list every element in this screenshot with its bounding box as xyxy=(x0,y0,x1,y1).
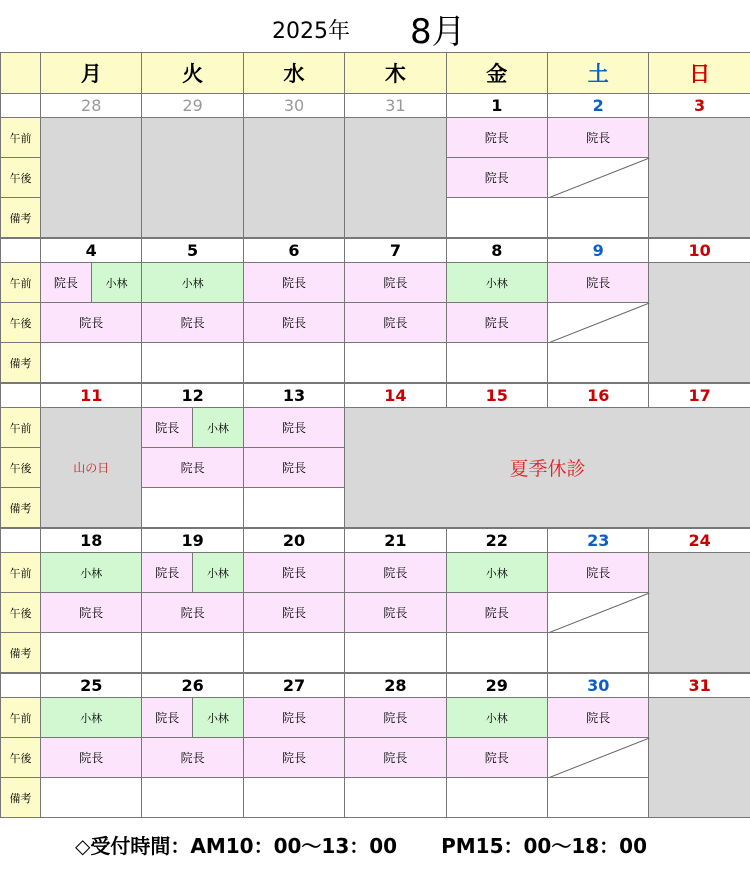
schedule-slot xyxy=(547,697,649,738)
weekday-label: 日 xyxy=(689,62,711,86)
schedule-slot xyxy=(192,407,244,448)
period-label xyxy=(0,592,41,633)
doctor-name: 院長 xyxy=(586,566,611,580)
date-cell xyxy=(40,673,142,698)
date-cell xyxy=(141,238,243,263)
date-number: 21 xyxy=(384,531,407,550)
date-number: 8 xyxy=(491,241,503,260)
remarks-slot xyxy=(344,342,446,383)
period-label-text: 備考 xyxy=(9,211,32,225)
date-number: 1 xyxy=(491,96,503,115)
doctor-name: 小林 xyxy=(485,566,508,580)
doctor-name: 小林 xyxy=(206,421,229,435)
doctor-name: 院長 xyxy=(180,606,205,620)
date-cell xyxy=(547,238,649,263)
doctor-name: 院長 xyxy=(281,751,306,765)
date-number: 3 xyxy=(694,96,706,115)
closed-slot xyxy=(648,697,750,818)
date-cell xyxy=(446,93,548,118)
period-label xyxy=(0,777,41,818)
date-number: 30 xyxy=(587,676,610,695)
date-cell xyxy=(344,528,446,553)
doctor-name: 院長 xyxy=(586,276,611,290)
weekday-header xyxy=(446,52,548,94)
period-label-text: 午後 xyxy=(9,461,32,475)
doctor-name: 院長 xyxy=(484,131,509,145)
date-number: 5 xyxy=(187,241,199,260)
schedule-slot xyxy=(446,697,548,738)
period-label xyxy=(0,447,41,488)
schedule-slot xyxy=(344,697,446,738)
weekday-label: 金 xyxy=(486,62,508,86)
doctor-name: 院長 xyxy=(484,316,509,330)
remarks-slot xyxy=(141,487,243,528)
period-label-text: 備考 xyxy=(9,501,32,515)
doctor-name: 院長 xyxy=(155,711,180,725)
doctor-name: 院長 xyxy=(281,316,306,330)
date-cell xyxy=(40,528,142,553)
weekday-header xyxy=(344,52,446,94)
schedule-slot xyxy=(344,552,446,593)
doctor-name: 院長 xyxy=(383,606,408,620)
weekday-label: 水 xyxy=(283,62,305,86)
period-label-text: 午前 xyxy=(9,276,32,290)
schedule-slot xyxy=(344,592,446,633)
closed-slot xyxy=(648,117,750,238)
period-label xyxy=(0,302,41,343)
weekday-label: 木 xyxy=(384,62,406,86)
unavailable-slot xyxy=(547,157,649,198)
date-row-label xyxy=(0,93,41,118)
diagonal-line xyxy=(548,303,650,344)
schedule-slot xyxy=(40,592,142,633)
period-label xyxy=(0,632,41,673)
date-cell xyxy=(243,383,345,408)
period-label-text: 備考 xyxy=(9,791,32,805)
reception-pm: PM15：00～18：00 xyxy=(441,834,647,858)
date-number: 28 xyxy=(384,676,407,695)
doctor-name: 院長 xyxy=(586,711,611,725)
date-cell xyxy=(243,673,345,698)
date-number: 23 xyxy=(587,531,610,550)
date-cell xyxy=(446,383,548,408)
unavailable-slot xyxy=(547,302,649,343)
remarks-slot xyxy=(344,777,446,818)
date-cell xyxy=(243,238,345,263)
remarks-slot xyxy=(547,342,649,383)
doctor-name: 小林 xyxy=(181,276,204,290)
schedule-slot xyxy=(141,737,243,778)
doctor-name: 院長 xyxy=(383,566,408,580)
weekday-header xyxy=(648,52,750,94)
doctor-name: 院長 xyxy=(586,131,611,145)
period-label-text: 午後 xyxy=(9,606,32,620)
schedule-slot xyxy=(141,552,193,593)
date-cell xyxy=(40,238,142,263)
schedule-slot xyxy=(547,117,649,158)
period-label xyxy=(0,407,41,448)
remarks-slot xyxy=(547,632,649,673)
weekday-header xyxy=(141,52,243,94)
period-label-text: 午前 xyxy=(9,421,32,435)
date-cell xyxy=(648,528,750,553)
schedule-slot xyxy=(446,302,548,343)
schedule-slot xyxy=(243,737,345,778)
period-label-text: 午前 xyxy=(9,711,32,725)
schedule-slot xyxy=(446,157,548,198)
remarks-slot xyxy=(547,777,649,818)
date-number: 29 xyxy=(182,96,203,115)
remarks-slot xyxy=(344,632,446,673)
remarks-slot xyxy=(141,632,243,673)
schedule-slot xyxy=(243,447,345,488)
date-cell xyxy=(344,383,446,408)
date-number: 19 xyxy=(181,531,204,550)
unavailable-slot xyxy=(547,737,649,778)
remarks-slot xyxy=(40,342,142,383)
diagonal-line xyxy=(548,593,650,634)
date-cell xyxy=(648,673,750,698)
doctor-name: 院長 xyxy=(53,276,78,290)
reception-hours xyxy=(75,830,647,859)
doctor-name: 院長 xyxy=(281,421,306,435)
schedule-slot xyxy=(192,697,244,738)
weekday-header xyxy=(243,52,345,94)
period-label-text: 午後 xyxy=(9,316,32,330)
date-row-label xyxy=(0,238,41,263)
doctor-name: 院長 xyxy=(79,606,104,620)
period-label xyxy=(0,737,41,778)
doctor-name: 小林 xyxy=(485,276,508,290)
doctor-name: 院長 xyxy=(383,751,408,765)
header-corner xyxy=(0,52,41,94)
remarks-slot xyxy=(446,777,548,818)
schedule-slot xyxy=(40,262,92,303)
doctor-name: 院長 xyxy=(281,276,306,290)
doctor-name: 院長 xyxy=(180,461,205,475)
date-cell xyxy=(40,383,142,408)
date-number: 24 xyxy=(688,531,711,550)
period-label xyxy=(0,552,41,593)
schedule-slot xyxy=(344,262,446,303)
reception-am: ◇受付時間：AM10：00～13：00 xyxy=(75,834,398,858)
schedule-slot xyxy=(446,117,548,158)
period-label xyxy=(0,197,41,238)
doctor-name: 小林 xyxy=(80,566,103,580)
doctor-name: 小林 xyxy=(105,276,128,290)
date-cell xyxy=(547,673,649,698)
remarks-slot xyxy=(40,632,142,673)
doctor-name: 院長 xyxy=(79,316,104,330)
date-cell xyxy=(648,93,750,118)
date-row-label xyxy=(0,383,41,408)
date-cell xyxy=(446,673,548,698)
schedule-slot xyxy=(446,592,548,633)
date-number: 20 xyxy=(282,531,306,550)
doctor-name: 小林 xyxy=(80,711,103,725)
doctor-name: 院長 xyxy=(281,711,306,725)
weekday-header xyxy=(547,52,649,94)
doctor-name: 院長 xyxy=(383,711,408,725)
closed-slot xyxy=(243,117,345,238)
period-label-text: 午前 xyxy=(9,131,32,145)
date-cell xyxy=(344,93,446,118)
date-cell xyxy=(547,383,649,408)
schedule-slot xyxy=(40,302,142,343)
remarks-slot xyxy=(243,342,345,383)
remarks-slot xyxy=(243,632,345,673)
schedule-slot xyxy=(243,302,345,343)
weekday-label: 月 xyxy=(80,62,102,86)
date-cell xyxy=(446,528,548,553)
schedule-slot xyxy=(243,697,345,738)
date-cell xyxy=(141,383,243,408)
period-label-text: 午後 xyxy=(9,751,32,765)
schedule-slot xyxy=(243,552,345,593)
weekday-label: 土 xyxy=(587,62,609,86)
date-cell xyxy=(141,528,243,553)
remarks-slot xyxy=(446,632,548,673)
date-cell xyxy=(547,528,649,553)
date-number: 25 xyxy=(80,676,103,695)
schedule-slot xyxy=(141,407,193,448)
unavailable-slot xyxy=(547,592,649,633)
remarks-slot xyxy=(243,487,345,528)
schedule-slot xyxy=(446,262,548,303)
date-row-label xyxy=(0,673,41,698)
doctor-name: 院長 xyxy=(383,316,408,330)
date-number: 31 xyxy=(688,676,711,695)
closed-slot xyxy=(141,117,243,238)
schedule-slot xyxy=(141,447,243,488)
date-cell xyxy=(243,528,345,553)
schedule-slot xyxy=(344,302,446,343)
date-number: 22 xyxy=(485,531,508,550)
schedule-slot xyxy=(192,552,244,593)
year-label: 2025年 xyxy=(272,19,350,44)
schedule-slot xyxy=(40,552,142,593)
date-number: 26 xyxy=(181,676,204,695)
schedule-slot xyxy=(141,302,243,343)
period-label xyxy=(0,117,41,158)
schedule-slot xyxy=(446,737,548,778)
date-row-label xyxy=(0,528,41,553)
closed-slot xyxy=(648,262,750,383)
doctor-name: 院長 xyxy=(281,566,306,580)
closed-slot xyxy=(648,552,750,673)
schedule-slot xyxy=(40,697,142,738)
doctor-name: 院長 xyxy=(484,171,509,185)
date-cell xyxy=(344,673,446,698)
doctor-name: 院長 xyxy=(484,606,509,620)
doctor-name: 院長 xyxy=(180,751,205,765)
date-number: 9 xyxy=(592,241,604,260)
date-number: 17 xyxy=(688,386,711,405)
date-cell xyxy=(547,93,649,118)
date-cell xyxy=(446,238,548,263)
period-label-text: 備考 xyxy=(9,356,32,370)
period-label-text: 午前 xyxy=(9,566,32,580)
date-cell xyxy=(243,93,345,118)
period-label xyxy=(0,262,41,303)
date-number: 27 xyxy=(282,676,306,695)
schedule-slot xyxy=(243,407,345,448)
schedule-slot xyxy=(547,552,649,593)
doctor-name: 院長 xyxy=(155,566,180,580)
remarks-slot xyxy=(141,342,243,383)
period-label xyxy=(0,697,41,738)
remarks-slot xyxy=(141,777,243,818)
doctor-name: 山の日 xyxy=(73,461,110,475)
period-label xyxy=(0,157,41,198)
schedule-slot xyxy=(243,592,345,633)
date-number: 16 xyxy=(587,386,610,405)
doctor-name: 院長 xyxy=(281,606,306,620)
schedule-slot xyxy=(40,737,142,778)
diagonal-line xyxy=(548,158,650,199)
remarks-slot xyxy=(243,777,345,818)
date-number: 13 xyxy=(282,386,306,405)
date-number: 31 xyxy=(385,96,406,115)
period-label xyxy=(0,342,41,383)
date-number: 7 xyxy=(389,241,401,260)
date-number: 11 xyxy=(80,386,103,405)
date-cell xyxy=(648,238,750,263)
closed-slot xyxy=(344,117,446,238)
doctor-name: 院長 xyxy=(180,316,205,330)
remarks-slot xyxy=(446,342,548,383)
date-number: 30 xyxy=(283,96,305,115)
date-number: 2 xyxy=(592,96,604,115)
period-label-text: 備考 xyxy=(9,646,32,660)
period-label xyxy=(0,487,41,528)
doctor-name: 夏季休診 xyxy=(509,458,586,480)
schedule-slot xyxy=(547,262,649,303)
doctor-name: 小林 xyxy=(206,566,229,580)
remarks-slot xyxy=(446,197,548,238)
date-number: 6 xyxy=(288,241,300,260)
schedule-slot xyxy=(446,552,548,593)
doctor-name: 院長 xyxy=(281,461,306,475)
date-cell xyxy=(141,673,243,698)
date-number: 28 xyxy=(81,96,102,115)
closed-notice xyxy=(40,407,142,528)
schedule-slot xyxy=(141,262,243,303)
weekday-header xyxy=(40,52,142,94)
schedule-slot xyxy=(344,737,446,778)
date-number: 12 xyxy=(181,386,204,405)
doctor-name: 院長 xyxy=(383,276,408,290)
date-number: 4 xyxy=(85,241,97,260)
remarks-slot xyxy=(547,197,649,238)
date-number: 18 xyxy=(80,531,103,550)
doctor-name: 小林 xyxy=(206,711,229,725)
month-label: 8月 xyxy=(410,12,466,52)
doctor-name: 院長 xyxy=(155,421,180,435)
date-cell xyxy=(40,93,142,118)
closed-notice xyxy=(344,407,750,528)
schedule-slot xyxy=(243,262,345,303)
period-label-text: 午後 xyxy=(9,171,32,185)
date-cell xyxy=(648,383,750,408)
weekday-label: 火 xyxy=(182,62,204,86)
date-cell xyxy=(344,238,446,263)
date-cell xyxy=(141,93,243,118)
schedule-slot xyxy=(141,697,193,738)
closed-slot xyxy=(40,117,142,238)
remarks-slot xyxy=(40,777,142,818)
doctor-name: 小林 xyxy=(485,711,508,725)
schedule-slot xyxy=(141,592,243,633)
date-number: 15 xyxy=(485,386,508,405)
schedule-slot xyxy=(91,262,143,303)
doctor-name: 院長 xyxy=(484,751,509,765)
date-number: 29 xyxy=(485,676,508,695)
date-number: 10 xyxy=(688,241,711,260)
date-number: 14 xyxy=(384,386,407,405)
diagonal-line xyxy=(548,738,650,779)
doctor-name: 院長 xyxy=(79,751,104,765)
